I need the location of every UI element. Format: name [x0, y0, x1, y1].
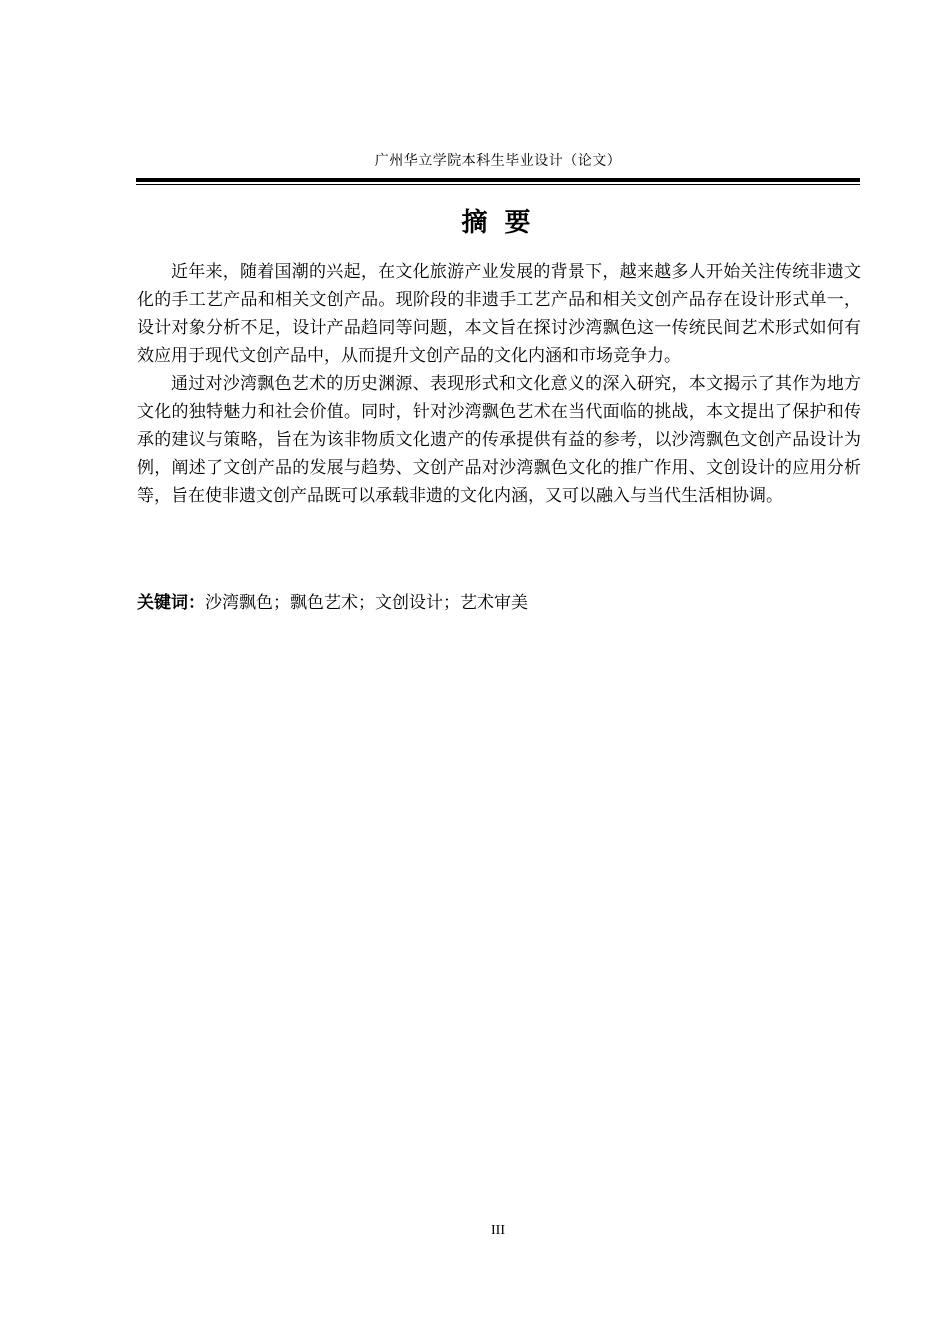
keywords-line: [137, 589, 861, 617]
page-number: III: [491, 1223, 505, 1238]
abstract-title: 摘 要: [461, 208, 535, 238]
header-rule-thin: [136, 184, 860, 185]
abstract-paragraph-2: 通过对沙湾飘色艺术的历史渊源、表现形式和文化意义的深入研究，本文揭示了其作为地方文化的独特魅力和社会价值。同时，针对沙湾飘色艺术在当代面临的挑战，本文提出了保护和传承的建议与策略，旨在为该非物质文化遗产的传承提供有益的参考，以沙湾飘色文创产品设计为例，阐述了文创产品的发展与趋势、文创产品对沙湾飘色文化的推广作用、文创设计的应用分析等，旨在使非遗文创产品既可以承载非遗的文化内涵，又可以融入与当代生活相协调。: [137, 374, 861, 506]
header-rule-thick: [136, 178, 860, 182]
abstract-body: [137, 258, 861, 510]
keywords-label: 关键词：: [137, 593, 205, 613]
abstract-paragraph-1: 近年来，随着国潮的兴起，在文化旅游产业发展的背景下，越来越多人开始关注传统非遗文化的手工艺产品和相关文创产品。现阶段的非遗手工艺产品和相关文创产品存在设计形式单一，设计对象分析不足，设计产品趋同等问题，本文旨在探讨沙湾飘色这一传统民间艺术形式如何有效应用于现代文创产品中，从而提升文创产品的文化内涵和市场竞争力。: [137, 262, 861, 366]
keywords-value: 沙湾飘色；飘色艺术；文创设计；艺术审美: [205, 593, 528, 613]
running-header: 广州华立学院本科生毕业设计（论文）: [374, 153, 622, 169]
